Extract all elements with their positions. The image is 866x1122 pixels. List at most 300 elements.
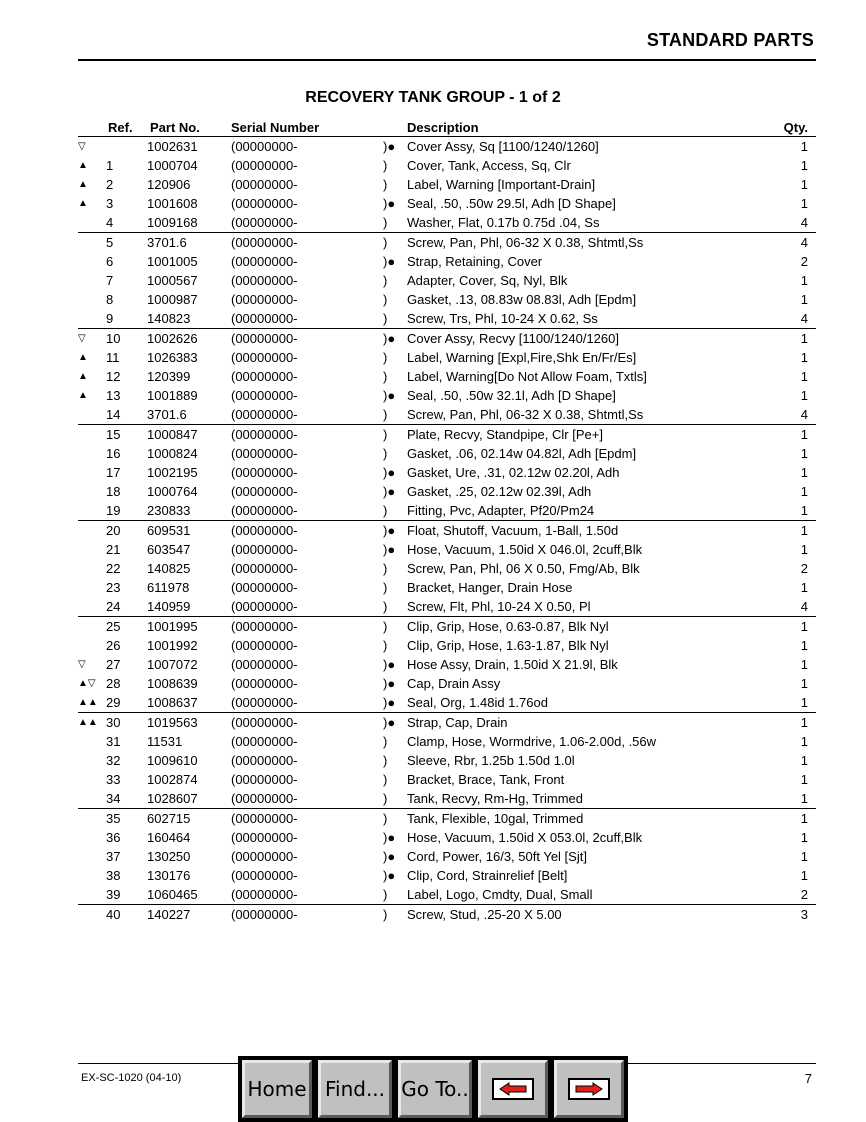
ref-cell: 33 <box>106 772 121 787</box>
serial-range-marker: ) <box>383 158 388 173</box>
serial-number-cell: (00000000- <box>231 657 298 672</box>
row-marker-icon: ▲▲ <box>78 697 98 708</box>
ref-cell: 13 <box>106 388 121 403</box>
row-marker-icon: ▽ <box>78 659 86 670</box>
serial-range-marker: )● <box>383 695 396 710</box>
part-number-cell: 1000847 <box>147 427 198 442</box>
serial-number-cell: (00000000- <box>231 388 298 403</box>
serial-range-marker: ) <box>383 734 388 749</box>
description-cell: Strap, Cap, Drain <box>407 715 508 730</box>
serial-number-cell: (00000000- <box>231 235 298 250</box>
part-number-cell: 1009168 <box>147 215 198 230</box>
part-number-cell: 1001608 <box>147 196 198 211</box>
row-marker-icon: ▲▲ <box>78 717 98 728</box>
serial-range-marker: ) <box>383 580 388 595</box>
serial-range-marker: )● <box>383 542 396 557</box>
ref-cell: 34 <box>106 791 121 806</box>
part-number-cell: 1008639 <box>147 676 198 691</box>
left-arrow-icon <box>492 1078 534 1100</box>
table-row <box>78 424 816 444</box>
serial-number-cell: (00000000- <box>231 542 298 557</box>
find-button[interactable]: Find... <box>318 1060 392 1118</box>
description-cell: Cover Assy, Recvy [1100/1240/1260] <box>407 331 619 346</box>
table-row <box>78 808 816 828</box>
table-row <box>78 444 816 463</box>
part-number-cell: 1002195 <box>147 465 198 480</box>
serial-range-marker: ) <box>383 599 388 614</box>
table-row <box>78 732 816 751</box>
serial-number-cell: (00000000- <box>231 446 298 461</box>
part-number-cell: 3701.6 <box>147 407 187 422</box>
ref-cell: 38 <box>106 868 121 883</box>
serial-number-cell: (00000000- <box>231 292 298 307</box>
table-row <box>78 559 816 578</box>
ref-cell: 21 <box>106 542 121 557</box>
serial-number-cell: (00000000- <box>231 196 298 211</box>
table-row <box>78 751 816 770</box>
table-row <box>78 655 816 674</box>
serial-range-marker: ) <box>383 446 388 461</box>
part-number-cell: 140825 <box>147 561 191 576</box>
qty-cell: 3 <box>800 907 808 922</box>
description-cell: Bracket, Brace, Tank, Front <box>407 772 565 787</box>
serial-range-marker: ) <box>383 407 388 422</box>
ref-cell: 2 <box>106 177 114 192</box>
ref-cell: 26 <box>106 638 121 653</box>
ref-cell: 5 <box>106 235 114 250</box>
part-number-cell: 611978 <box>147 580 190 595</box>
ref-cell: 36 <box>106 830 121 845</box>
home-button[interactable]: Home <box>242 1060 312 1118</box>
ref-cell: 14 <box>106 407 121 422</box>
part-number-cell: 1001995 <box>147 619 198 634</box>
qty-cell: 4 <box>800 407 808 422</box>
serial-range-marker: ) <box>383 619 388 634</box>
serial-number-cell: (00000000- <box>231 561 298 576</box>
table-header <box>78 118 816 137</box>
qty-cell: 1 <box>800 542 808 557</box>
qty-cell: 1 <box>800 695 808 710</box>
qty-cell: 1 <box>800 465 808 480</box>
serial-number-cell: (00000000- <box>231 503 298 518</box>
description-cell: Label, Warning [Expl,Fire,Shk En/Fr/Es] <box>407 350 637 365</box>
description-cell: Label, Warning [Important-Drain] <box>407 177 596 192</box>
serial-range-marker: )● <box>383 715 396 730</box>
table-row <box>78 271 816 290</box>
serial-range-marker: )● <box>383 196 396 211</box>
part-number-cell: 609531 <box>147 523 191 538</box>
part-number-cell: 1001992 <box>147 638 198 653</box>
table-row <box>78 693 816 712</box>
description-cell: Plate, Recvy, Standpipe, Clr [Pe+] <box>407 427 603 442</box>
qty-cell: 1 <box>800 791 808 806</box>
next-page-button[interactable] <box>554 1060 624 1118</box>
part-number-cell: 160464 <box>147 830 191 845</box>
ref-cell: 40 <box>106 907 121 922</box>
col-serial-header: Serial Number <box>231 120 320 135</box>
left-arrow-shape <box>499 1082 527 1096</box>
table-row <box>78 309 816 328</box>
serial-number-cell: (00000000- <box>231 734 298 749</box>
description-cell: Sleeve, Rbr, 1.25b 1.50d 1.0l <box>407 753 575 768</box>
qty-cell: 1 <box>800 158 808 173</box>
qty-cell: 1 <box>800 292 808 307</box>
right-arrow-icon <box>568 1078 610 1100</box>
qty-cell: 1 <box>800 177 808 192</box>
ref-cell: 27 <box>106 657 121 672</box>
serial-range-marker: ) <box>383 753 388 768</box>
serial-number-cell: (00000000- <box>231 753 298 768</box>
doc-code: EX-SC-1020 (04-10) <box>81 1072 182 1084</box>
qty-cell: 1 <box>800 715 808 730</box>
qty-cell: 1 <box>800 849 808 864</box>
serial-range-marker: )● <box>383 331 396 346</box>
table-row <box>78 405 816 424</box>
part-number-cell: 1000824 <box>147 446 198 461</box>
part-number-cell: 1008637 <box>147 695 198 710</box>
ref-cell: 30 <box>106 715 121 730</box>
serial-number-cell: (00000000- <box>231 484 298 499</box>
serial-number-cell: (00000000- <box>231 273 298 288</box>
serial-range-marker: ) <box>383 350 388 365</box>
qty-cell: 4 <box>800 599 808 614</box>
description-cell: Gasket, Ure, .31, 02.12w 02.20l, Adh <box>407 465 620 480</box>
serial-number-cell: (00000000- <box>231 791 298 806</box>
serial-number-cell: (00000000- <box>231 830 298 845</box>
description-cell: Cap, Drain Assy <box>407 676 501 691</box>
table-row <box>78 348 816 367</box>
ref-cell: 32 <box>106 753 121 768</box>
row-marker-icon: ▲ <box>78 371 88 382</box>
table-row <box>78 520 816 540</box>
description-cell: Screw, Trs, Phl, 10-24 X 0.62, Ss <box>407 311 598 326</box>
qty-cell: 1 <box>800 388 808 403</box>
ref-cell: 11 <box>106 350 120 365</box>
description-cell: Label, Warning[Do Not Allow Foam, Txtls] <box>407 369 647 384</box>
serial-range-marker: )● <box>383 388 396 403</box>
qty-cell: 1 <box>800 830 808 845</box>
part-number-cell: 1000567 <box>147 273 198 288</box>
col-part-header: Part No. <box>150 120 200 135</box>
table-row <box>78 367 816 386</box>
serial-number-cell: (00000000- <box>231 580 298 595</box>
qty-cell: 1 <box>800 619 808 634</box>
description-cell: Bracket, Hanger, Drain Hose <box>407 580 573 595</box>
qty-cell: 1 <box>800 772 808 787</box>
ref-cell: 12 <box>106 369 121 384</box>
table-row <box>78 213 816 232</box>
description-cell: Seal, .50, .50w 29.5l, Adh [D Shape] <box>407 196 616 211</box>
table-row <box>78 232 816 252</box>
serial-number-cell: (00000000- <box>231 465 298 480</box>
ref-cell: 25 <box>106 619 121 634</box>
table-row <box>78 904 816 924</box>
table-row <box>78 847 816 866</box>
qty-cell: 1 <box>800 446 808 461</box>
ref-cell: 31 <box>106 734 121 749</box>
part-number-cell: 1007072 <box>147 657 198 672</box>
table-row <box>78 674 816 693</box>
qty-cell: 2 <box>800 887 808 902</box>
serial-range-marker: ) <box>383 811 388 826</box>
ref-cell: 16 <box>106 446 121 461</box>
description-cell: Cover, Tank, Access, Sq, Clr <box>407 158 571 173</box>
serial-range-marker: ) <box>383 215 388 230</box>
description-cell: Clip, Grip, Hose, 1.63-1.87, Blk Nyl <box>407 638 609 653</box>
table-row <box>78 578 816 597</box>
description-cell: Screw, Stud, .25-20 X 5.00 <box>407 907 562 922</box>
ref-cell: 3 <box>106 196 114 211</box>
serial-number-cell: (00000000- <box>231 849 298 864</box>
part-number-cell: 1028607 <box>147 791 198 806</box>
serial-range-marker: ) <box>383 292 388 307</box>
serial-range-marker: ) <box>383 273 388 288</box>
row-marker-icon: ▲ <box>78 198 88 209</box>
description-cell: Screw, Pan, Phl, 06 X 0.50, Fmg/Ab, Blk <box>407 561 640 576</box>
table-row <box>78 885 816 904</box>
row-marker-icon: ▲ <box>78 352 88 363</box>
serial-number-cell: (00000000- <box>231 887 298 902</box>
ref-cell: 23 <box>106 580 121 595</box>
serial-number-cell: (00000000- <box>231 369 298 384</box>
part-number-cell: 3701.6 <box>147 235 187 250</box>
table-row <box>78 636 816 655</box>
serial-range-marker: )● <box>383 830 396 845</box>
part-number-cell: 603547 <box>147 542 191 557</box>
serial-number-cell: (00000000- <box>231 350 298 365</box>
description-cell: Hose, Vacuum, 1.50id X 046.0l, 2cuff,Blk <box>407 542 643 557</box>
description-cell: Label, Logo, Cmdty, Dual, Small <box>407 887 593 902</box>
part-number-cell: 1001889 <box>147 388 198 403</box>
qty-cell: 1 <box>800 369 808 384</box>
serial-number-cell: (00000000- <box>231 907 298 922</box>
serial-range-marker: ) <box>383 772 388 787</box>
serial-number-cell: (00000000- <box>231 523 298 538</box>
ref-cell: 37 <box>106 849 121 864</box>
part-number-cell: 1060465 <box>147 887 198 902</box>
qty-cell: 1 <box>800 523 808 538</box>
serial-range-marker: )● <box>383 868 396 883</box>
ref-cell: 20 <box>106 523 121 538</box>
serial-range-marker: )● <box>383 523 396 538</box>
table-row <box>78 156 816 175</box>
ref-cell: 22 <box>106 561 121 576</box>
description-cell: Tank, Flexible, 10gal, Trimmed <box>407 811 584 826</box>
row-marker-icon: ▽ <box>78 141 86 152</box>
ref-cell: 24 <box>106 599 121 614</box>
part-number-cell: 130250 <box>147 849 191 864</box>
part-number-cell: 1000704 <box>147 158 198 173</box>
nav-bar <box>238 1056 628 1122</box>
qty-cell: 1 <box>800 139 808 154</box>
table-row <box>78 597 816 616</box>
part-number-cell: 11531 <box>147 734 183 749</box>
part-number-cell: 120399 <box>147 369 191 384</box>
qty-cell: 1 <box>800 676 808 691</box>
table-row <box>78 194 816 213</box>
table-row <box>78 463 816 482</box>
description-cell: Clip, Cord, Strainrelief [Belt] <box>407 868 568 883</box>
part-number-cell: 1009610 <box>147 753 198 768</box>
part-number-cell: 140823 <box>147 311 191 326</box>
prev-page-button[interactable] <box>478 1060 548 1118</box>
serial-range-marker: ) <box>383 369 388 384</box>
description-cell: Screw, Flt, Phl, 10-24 X 0.50, Pl <box>407 599 591 614</box>
qty-cell: 1 <box>800 427 808 442</box>
serial-number-cell: (00000000- <box>231 139 298 154</box>
serial-number-cell: (00000000- <box>231 158 298 173</box>
serial-range-marker: ) <box>383 311 388 326</box>
parts-table <box>78 118 816 924</box>
serial-range-marker: )● <box>383 657 396 672</box>
serial-number-cell: (00000000- <box>231 215 298 230</box>
description-cell: Clip, Grip, Hose, 0.63-0.87, Blk Nyl <box>407 619 609 634</box>
description-cell: Screw, Pan, Phl, 06-32 X 0.38, Shtmtl,Ss <box>407 235 644 250</box>
serial-range-marker: ) <box>383 638 388 653</box>
qty-cell: 1 <box>800 580 808 595</box>
qty-cell: 1 <box>800 868 808 883</box>
table-row <box>78 866 816 885</box>
qty-cell: 2 <box>800 254 808 269</box>
row-marker-icon: ▲ <box>78 179 88 190</box>
table-row <box>78 789 816 808</box>
serial-range-marker: ) <box>383 503 388 518</box>
ref-cell: 18 <box>106 484 121 499</box>
qty-cell: 1 <box>800 273 808 288</box>
description-cell: Gasket, .25, 02.12w 02.39l, Adh <box>407 484 592 499</box>
serial-range-marker: ) <box>383 561 388 576</box>
table-row <box>78 252 816 271</box>
qty-cell: 1 <box>800 331 808 346</box>
description-cell: Tank, Recvy, Rm-Hg, Trimmed <box>407 791 584 806</box>
serial-number-cell: (00000000- <box>231 638 298 653</box>
qty-cell: 4 <box>800 311 808 326</box>
part-number-cell: 130176 <box>147 868 191 883</box>
part-number-cell: 230833 <box>147 503 191 518</box>
page-number: 7 <box>804 1071 812 1086</box>
qty-cell: 1 <box>800 350 808 365</box>
part-number-cell: 1000764 <box>147 484 198 499</box>
part-number-cell: 1001005 <box>147 254 198 269</box>
ref-cell: 1 <box>106 158 114 173</box>
serial-range-marker: )● <box>383 254 396 269</box>
part-number-cell: 140959 <box>147 599 191 614</box>
ref-cell: 8 <box>106 292 114 307</box>
serial-number-cell: (00000000- <box>231 407 298 422</box>
description-cell: Seal, .50, .50w 32.1l, Adh [D Shape] <box>407 388 616 403</box>
serial-number-cell: (00000000- <box>231 427 298 442</box>
section-title: STANDARD PARTS <box>646 30 814 50</box>
table-row <box>78 386 816 405</box>
serial-range-marker: )● <box>383 139 396 154</box>
table-row <box>78 328 816 348</box>
table-row <box>78 137 816 156</box>
serial-range-marker: )● <box>383 484 396 499</box>
group-title: RECOVERY TANK GROUP - 1 of 2 <box>305 89 561 106</box>
ref-cell: 10 <box>106 331 121 346</box>
qty-cell: 1 <box>800 503 808 518</box>
serial-number-cell: (00000000- <box>231 772 298 787</box>
part-number-cell: 1026383 <box>147 350 198 365</box>
serial-number-cell: (00000000- <box>231 619 298 634</box>
serial-range-marker: ) <box>383 177 388 192</box>
description-cell: Float, Shutoff, Vacuum, 1-Ball, 1.50d <box>407 523 619 538</box>
part-number-cell: 1002874 <box>147 772 198 787</box>
description-cell: Hose Assy, Drain, 1.50id X 21.9l, Blk <box>407 657 618 672</box>
description-cell: Adapter, Cover, Sq, Nyl, Blk <box>407 273 568 288</box>
table-row <box>78 175 816 194</box>
description-cell: Seal, Org, 1.48id 1.76od <box>407 695 548 710</box>
serial-range-marker: ) <box>383 427 388 442</box>
table-row <box>78 828 816 847</box>
serial-range-marker: )● <box>383 849 396 864</box>
description-cell: Fitting, Pvc, Adapter, Pf20/Pm24 <box>407 503 595 518</box>
description-cell: Clamp, Hose, Wormdrive, 1.06-2.00d, .56w <box>407 734 657 749</box>
table-row <box>78 290 816 309</box>
serial-range-marker: )● <box>383 676 396 691</box>
serial-number-cell: (00000000- <box>231 811 298 826</box>
part-number-cell: 1002631 <box>147 139 198 154</box>
part-number-cell: 1000987 <box>147 292 198 307</box>
right-arrow-shape <box>575 1082 603 1096</box>
col-qty-header: Qty. <box>783 120 808 135</box>
qty-cell: 1 <box>800 811 808 826</box>
ref-cell: 17 <box>106 465 121 480</box>
qty-cell: 4 <box>800 235 808 250</box>
ref-cell: 4 <box>106 215 114 230</box>
ref-cell: 29 <box>106 695 121 710</box>
qty-cell: 1 <box>800 753 808 768</box>
serial-number-cell: (00000000- <box>231 599 298 614</box>
ref-cell: 7 <box>106 273 114 288</box>
ref-cell: 15 <box>106 427 121 442</box>
serial-range-marker: ) <box>383 887 388 902</box>
table-row <box>78 770 816 789</box>
part-number-cell: 1019563 <box>147 715 198 730</box>
top-rule <box>78 59 816 61</box>
qty-cell: 1 <box>800 657 808 672</box>
qty-cell: 4 <box>800 215 808 230</box>
qty-cell: 2 <box>800 561 808 576</box>
description-cell: Strap, Retaining, Cover <box>407 254 543 269</box>
qty-cell: 1 <box>800 484 808 499</box>
table-row <box>78 501 816 520</box>
table-body <box>78 137 816 924</box>
description-cell: Gasket, .06, 02.14w 04.82l, Adh [Epdm] <box>407 446 637 461</box>
part-number-cell: 140227 <box>147 907 191 922</box>
description-cell: Cover Assy, Sq [1100/1240/1260] <box>407 139 599 154</box>
serial-range-marker: )● <box>383 465 396 480</box>
ref-cell: 9 <box>106 311 114 326</box>
table-row <box>78 712 816 732</box>
serial-number-cell: (00000000- <box>231 868 298 883</box>
serial-number-cell: (00000000- <box>231 177 298 192</box>
goto-button[interactable]: Go To.. <box>398 1060 472 1118</box>
row-marker-icon: ▲ <box>78 390 88 401</box>
serial-range-marker: ) <box>383 791 388 806</box>
description-cell: Screw, Pan, Phl, 06-32 X 0.38, Shtmtl,Ss <box>407 407 644 422</box>
serial-number-cell: (00000000- <box>231 311 298 326</box>
row-marker-icon: ▲▽ <box>78 678 96 689</box>
col-desc-header: Description <box>407 120 479 135</box>
row-marker-icon: ▲ <box>78 160 88 171</box>
serial-number-cell: (00000000- <box>231 331 298 346</box>
row-marker-icon: ▽ <box>78 333 86 344</box>
serial-number-cell: (00000000- <box>231 695 298 710</box>
part-number-cell: 1002626 <box>147 331 198 346</box>
serial-number-cell: (00000000- <box>231 254 298 269</box>
part-number-cell: 602715 <box>147 811 191 826</box>
